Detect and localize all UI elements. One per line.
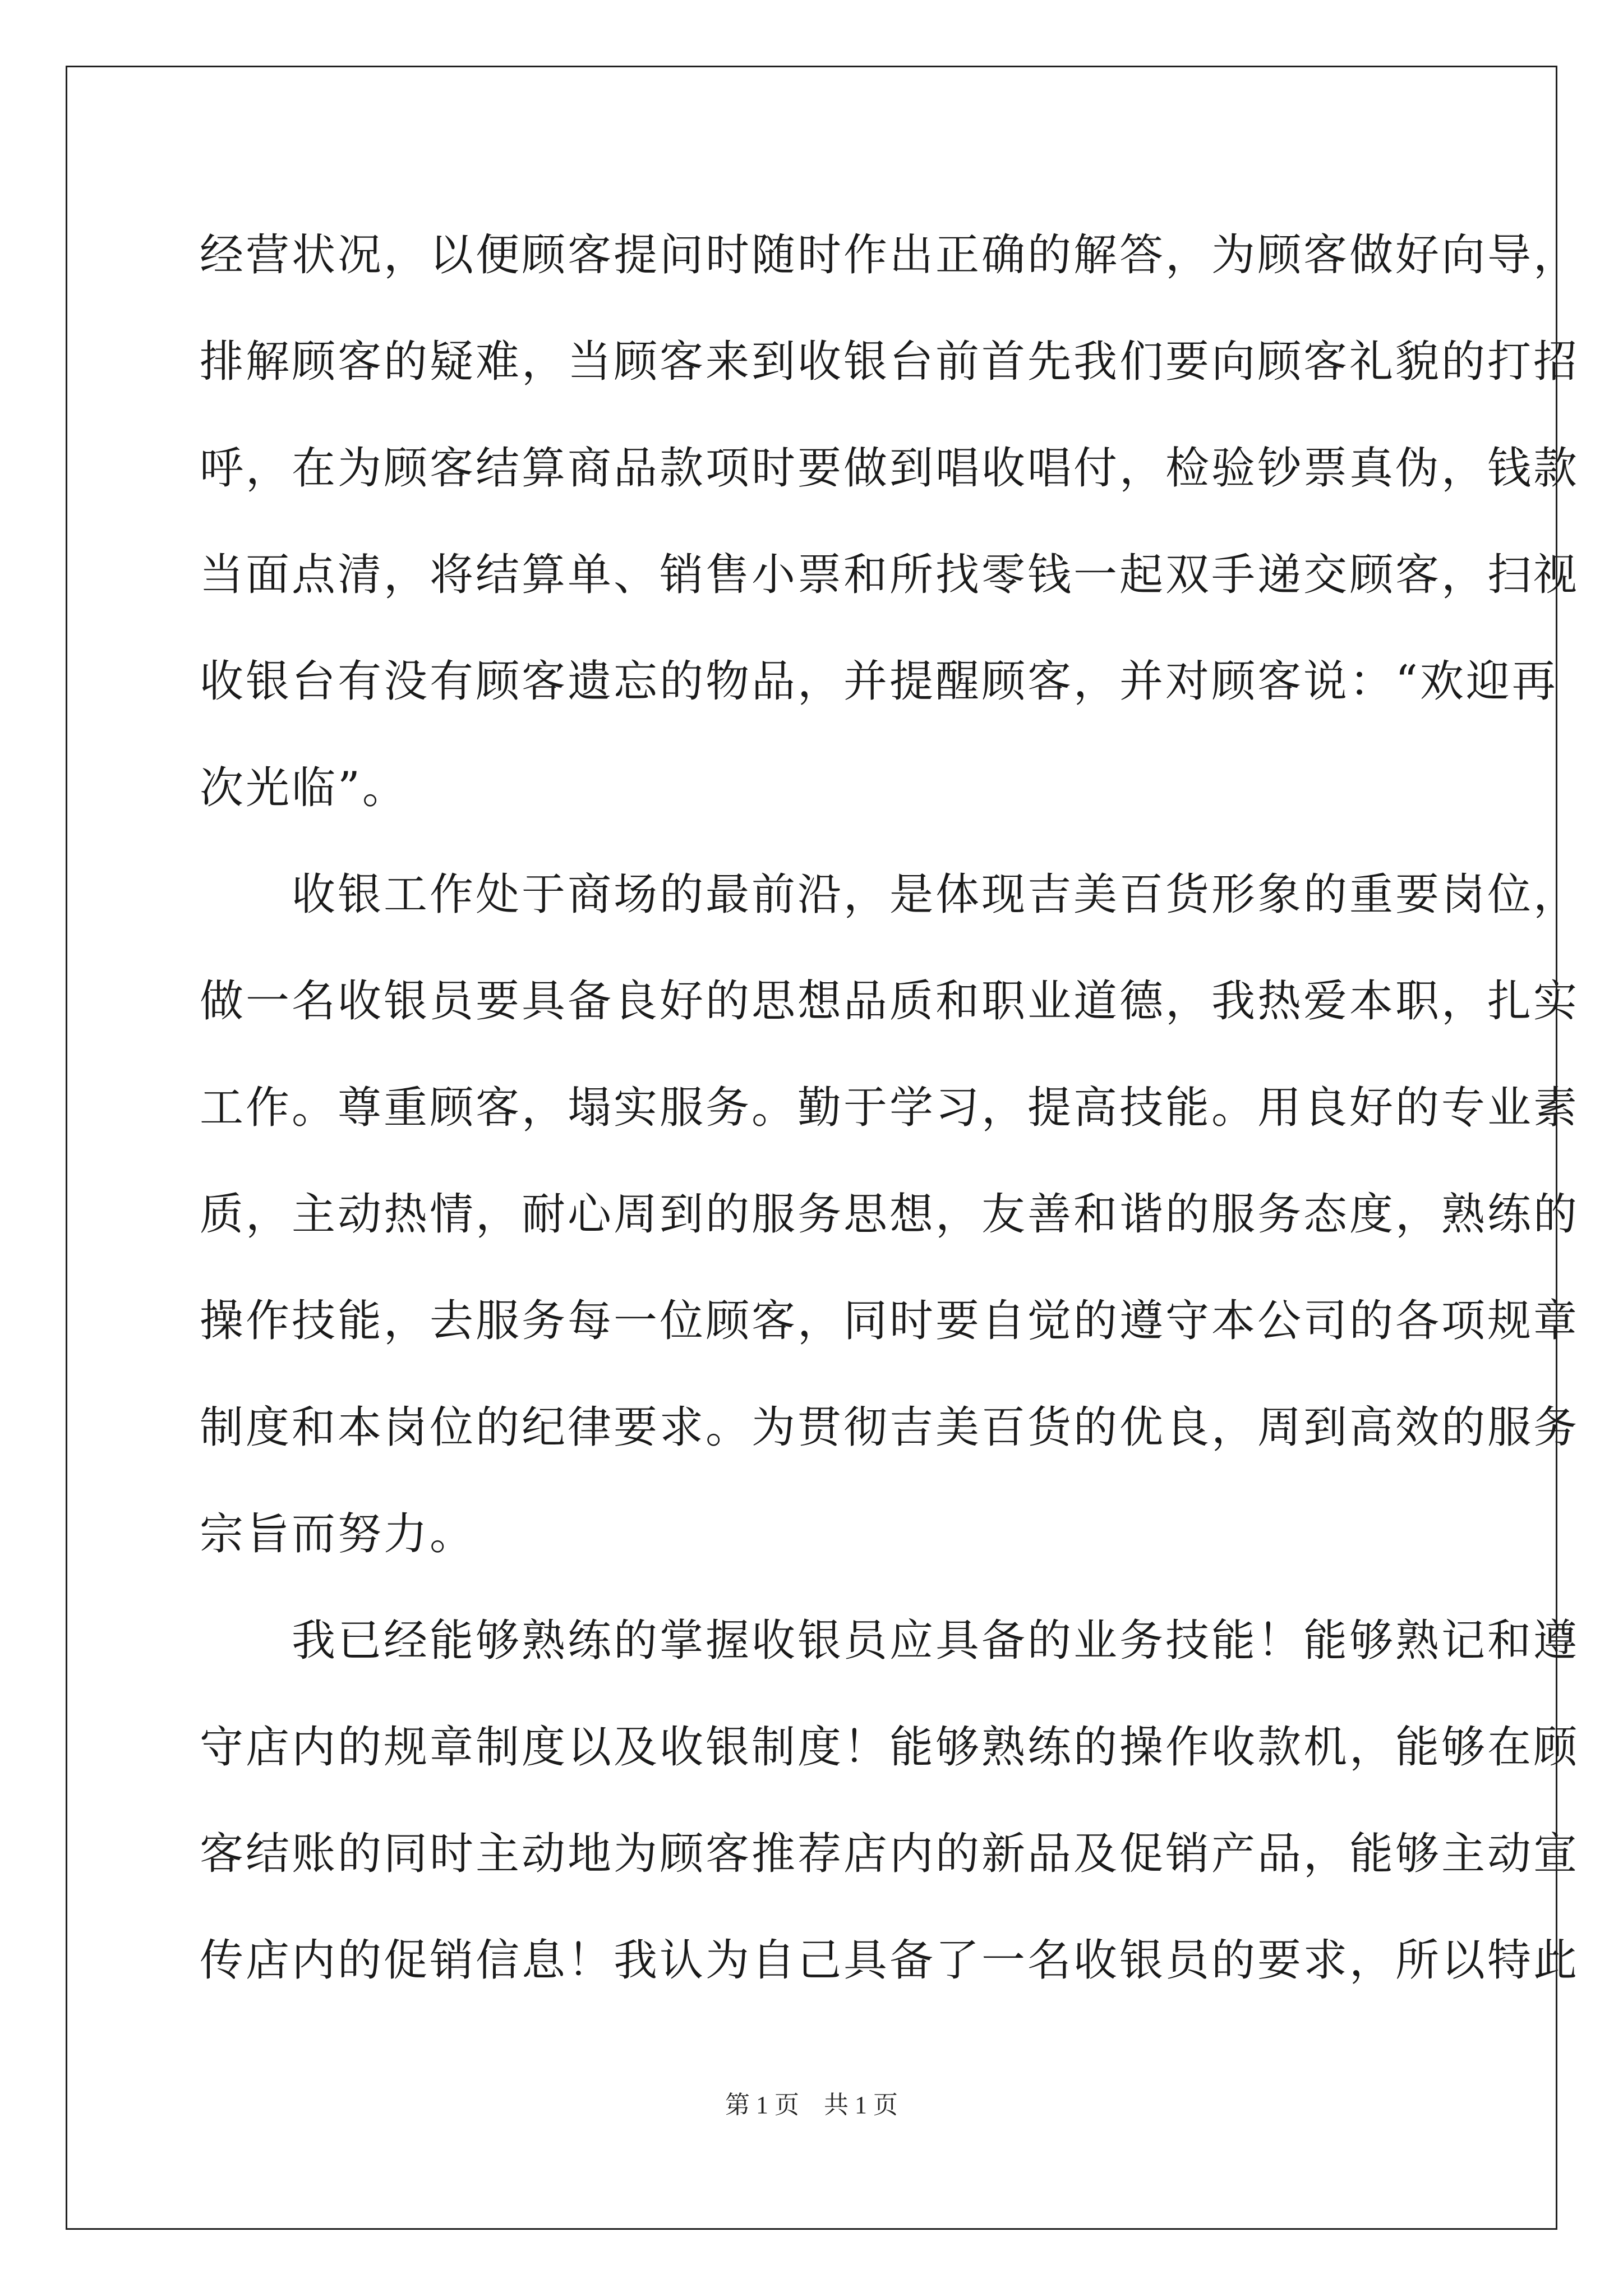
text-line: 操作技能，去服务每一位顾客，同时要自觉的遵守本公司的各项规章 bbox=[200, 1296, 1580, 1346]
text-line: 制度和本岗位的纪律要求。为贯彻吉美百货的优良，周到高效的服务 bbox=[200, 1402, 1580, 1453]
text-line: 收银台有没有顾客遗忘的物品，并提醒顾客，并对顾客说：“欢迎再 bbox=[200, 656, 1558, 707]
text-line: 客结账的同时主动地为顾客推荐店内的新品及促销产品，能够主动宣 bbox=[200, 1829, 1580, 1879]
text-line: 当面点清，将结算单、销售小票和所找零钱一起双手递交顾客，扫视 bbox=[200, 550, 1580, 600]
text-line: 收银工作处于商场的最前沿，是体现吉美百货形象的重要岗位， bbox=[200, 869, 1580, 920]
text-line: 排解顾客的疑难，当顾客来到收银台前首先我们要向顾客礼貌的打招 bbox=[200, 337, 1580, 387]
page-number-footer: 第 1 页 共 1 页 bbox=[725, 2091, 898, 2119]
text-line: 守店内的规章制度以及收银制度！能够熟练的操作收款机，能够在顾 bbox=[200, 1722, 1580, 1773]
text-line: 呼，在为顾客结算商品款项时要做到唱收唱付，检验钞票真伪，钱款 bbox=[200, 443, 1580, 494]
text-line: 我已经能够熟练的掌握收银员应具备的业务技能！能够熟记和遵 bbox=[200, 1616, 1580, 1666]
text-line: 做一名收银员要具备良好的思想品质和职业道德，我热爱本职，扎实 bbox=[200, 976, 1580, 1027]
text-line: 次光临”。 bbox=[200, 763, 408, 813]
text-line: 传店内的促销信息！我认为自己具备了一名收银员的要求，所以特此 bbox=[200, 1935, 1580, 1986]
text-line: 宗旨而努力。 bbox=[200, 1509, 476, 1559]
document-body bbox=[200, 202, 1580, 2014]
text-line: 质，主动热情，耐心周到的服务思想，友善和谐的服务态度，熟练的 bbox=[200, 1189, 1580, 1240]
text-line: 工作。尊重顾客，塌实服务。勤于学习，提高技能。用良好的专业素 bbox=[200, 1083, 1580, 1133]
text-line: 经营状况，以便顾客提问时随时作出正确的解答，为顾客做好向导， bbox=[200, 230, 1580, 280]
